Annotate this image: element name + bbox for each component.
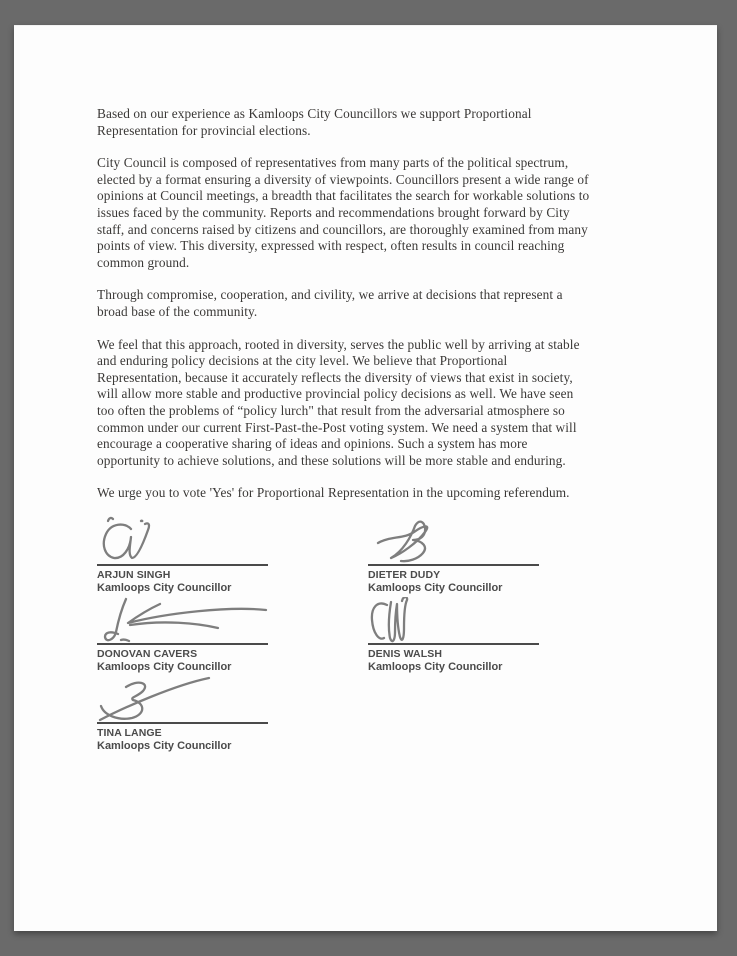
- signature-line: [368, 643, 539, 645]
- signer-name: DONOVAN CAVERS: [97, 647, 198, 660]
- signer-title: Kamloops City Councillor: [97, 739, 232, 752]
- signature-block-tina-lange: [97, 676, 268, 753]
- signer-name: TINA LANGE: [97, 726, 162, 739]
- signature-block-denis-walsh: [368, 597, 539, 674]
- signature-line: [97, 722, 268, 724]
- denis-walsh-signature-image: [368, 597, 414, 643]
- signer-title: Kamloops City Councillor: [97, 660, 232, 673]
- paragraph-compromise: Through compromise, cooperation, and civility, we arrive at decisions that represent a broad base of the community.: [97, 287, 563, 319]
- dieter-dudy-signature-image: [368, 518, 448, 564]
- paragraph-intro: Based on our experience as Kamloops City Councillors we support Proportional Representation for provincial elections.: [97, 106, 532, 138]
- signature-block-dieter-dudy: [368, 518, 539, 595]
- signature-line: [368, 564, 539, 566]
- arjun-singh-signature-image: [97, 514, 157, 564]
- tina-lange-signature-image: [97, 676, 212, 722]
- paragraph-council-composition: City Council is composed of representatives from many parts of the political spectrum, elected by a format ensuring a diversity of viewpoints. Councillors present a wide range of opinions at Council meetings, a breadth that facilitates the search for workable solutions to issues faced by the community. Reports and recommendations brought forward by City staff, and concerns raised by citizens and councillors, are thoroughly examined from many points of view. This diversity, expressed with respect, often results in council reaching common ground.: [97, 155, 590, 270]
- signature-block-donovan-cavers: [97, 597, 268, 674]
- letter-body: [97, 106, 591, 753]
- signer-title: Kamloops City Councillor: [97, 581, 232, 594]
- letter-page: [14, 25, 717, 931]
- signer-name: ARJUN SINGH: [97, 568, 171, 581]
- signer-title: Kamloops City Councillor: [368, 660, 503, 673]
- signer-name: DIETER DUDY: [368, 568, 441, 581]
- signature-line: [97, 564, 268, 566]
- paragraph-vote-yes: We urge you to vote 'Yes' for Proportional Representation in the upcoming referendum.: [97, 485, 570, 501]
- donovan-cavers-signature-image: [97, 595, 269, 643]
- signature-section: [97, 518, 591, 753]
- signature-block-arjun-singh: [97, 518, 268, 595]
- signer-title: Kamloops City Councillor: [368, 581, 503, 594]
- paragraph-policy-argument: We feel that this approach, rooted in diversity, serves the public well by arriving at stable and enduring policy decisions at the city level. We believe that Proportional Representation, because it accurately reflects the diversity of views that exist in society, will allow more stable and productive provincial policy decisions as well. We have seen too often the problems of “policy lurch" that result from the adversarial atmosphere so common under our current First-Past-the-Post voting system. We need a system that will encourage a cooperative sharing of ideas and opinions. Such a system has more opportunity to achieve solutions, and these solutions will be more stable and enduring.: [97, 336, 580, 468]
- signer-name: DENIS WALSH: [368, 647, 443, 660]
- signature-line: [97, 643, 268, 645]
